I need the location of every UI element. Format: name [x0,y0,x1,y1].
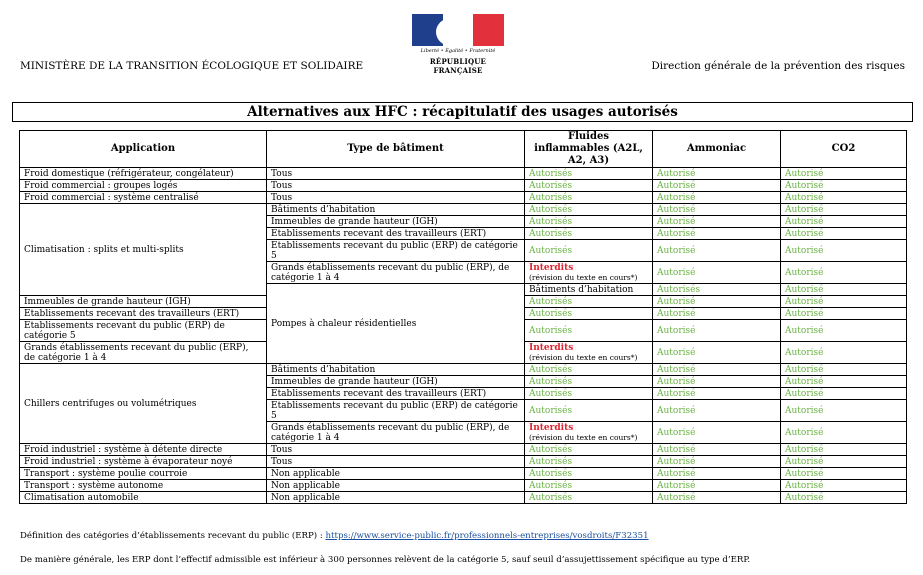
table-row [20,168,907,180]
cell-batiment: Etablissements recevant des travailleurs (ERT) [20,308,267,320]
cell-co2: Autorisé [781,308,907,320]
cell-application: Froid domestique (réfrigérateur, congélateur) [20,168,267,180]
cell-batiment: Bâtiments d’habitation [267,364,525,376]
cell-fluides [525,422,653,444]
cell-fluides: Autorisés [525,492,653,504]
table-row [20,204,907,216]
cell-co2: Autorisé [781,262,907,284]
cell-ammoniac: Autorisé [653,240,781,262]
cell-batiment: Immeubles de grande hauteur (IGH) [20,296,267,308]
cell-batiment: Grands établissements recevant du public (ERP), de catégorie 1 à 4 [267,422,525,444]
cell-application: Froid commercial : groupes logés [20,180,267,192]
cell-batiment: Etablissements recevant du public (ERP) de catégorie 5 [267,240,525,262]
cell-ammoniac: Autorisé [653,444,781,456]
cell-ammoniac: Autorisé [653,480,781,492]
cell-application: Froid industriel : système à détente directe [20,444,267,456]
cell-ammoniac: Autorisé [653,364,781,376]
cell-fluides: Autorisés [525,388,653,400]
cell-batiment: Etablissements recevant des travailleurs (ERT) [267,388,525,400]
cell-co2: Autorisé [781,376,907,388]
cell-batiment: Etablissements recevant des travailleurs (ERT) [267,228,525,240]
cell-application: Climatisation automobile [20,492,267,504]
cell-batiment: Bâtiments d’habitation [525,284,653,296]
republique-francaise-logo [410,14,506,75]
page-title: Alternatives aux HFC : récapitulatif des usages autorisés [12,102,913,122]
cell-fluides: Autorisés [525,240,653,262]
cell-ammoniac: Autorisé [653,228,781,240]
erp-note: De manière générale, les ERP dont l’effectif admissible est inférieur à 300 personnes relèvent de la catégorie 5, sauf seuil d’assujettissement spécifique au type d’ERP. [20,555,751,565]
table-row [20,180,907,192]
cell-fluides: Autorisés [525,204,653,216]
revision-note: (révision du texte en cours*) [529,272,638,282]
header-co2: CO2 [781,131,907,168]
table-row [20,492,907,504]
cell-ammoniac: Autorisé [653,456,781,468]
cell-co2: Autorisé [781,180,907,192]
cell-batiment: Tous [267,180,525,192]
cell-co2: Autorisé [781,364,907,376]
interdits-label: Interdits [529,342,574,353]
direction-name: Direction générale de la prévention des risques [651,60,905,72]
cell-fluides: Autorisés [525,456,653,468]
cell-application: Chillers centrifuges ou volumétriques [20,364,267,444]
revision-note: (révision du texte en cours*) [529,432,638,442]
erp-definition [20,531,649,541]
cell-fluides: Autorisés [653,284,781,296]
cell-co2: Autorisé [781,400,907,422]
cell-co2: Autorisé [781,320,907,342]
cell-fluides: Autorisés [525,320,653,342]
cell-co2: Autorisé [781,240,907,262]
cell-ammoniac: Autorisé [653,296,781,308]
marianne-flag-icon [412,14,504,46]
cell-batiment: Non applicable [267,480,525,492]
cell-co2: Autorisé [781,388,907,400]
cell-fluides: Autorisés [525,308,653,320]
cell-fluides [525,262,653,284]
cell-ammoniac: Autorisé [653,168,781,180]
cell-batiment: Non applicable [267,492,525,504]
cell-fluides: Autorisés [525,376,653,388]
header-application: Application [20,131,267,168]
cell-ammoniac: Autorisé [653,216,781,228]
cell-batiment: Grands établissements recevant du public (ERP), de catégorie 1 à 4 [267,262,525,284]
cell-fluides: Autorisés [525,180,653,192]
cell-application: Pompes à chaleur résidentielles [267,284,525,364]
ministry-name: MINISTÈRE DE LA TRANSITION ÉCOLOGIQUE ET SOLIDAIRE [20,60,364,72]
cell-batiment: Tous [267,444,525,456]
table-row [20,192,907,204]
cell-ammoniac: Autorisé [653,400,781,422]
cell-application: Froid industriel : système à évaporateur noyé [20,456,267,468]
cell-fluides: Autorisés [525,228,653,240]
cell-co2: Autorisé [781,192,907,204]
cell-fluides: Autorisés [525,480,653,492]
table-row [20,480,907,492]
cell-co2: Autorisé [781,422,907,444]
cell-fluides: Autorisés [525,400,653,422]
cell-ammoniac: Autorisé [653,388,781,400]
table-row [20,468,907,480]
logo-name: RÉPUBLIQUE FRANÇAISE [429,57,487,75]
cell-ammoniac: Autorisé [653,492,781,504]
cell-batiment: Tous [267,168,525,180]
cell-co2: Autorisé [781,228,907,240]
interdits-label: Interdits [529,262,574,273]
header-ammoniac: Ammoniac [653,131,781,168]
cell-co2: Autorisé [781,444,907,456]
cell-ammoniac: Autorisé [653,376,781,388]
header-batiment: Type de bâtiment [267,131,525,168]
cell-batiment: Etablissements recevant du public (ERP) de catégorie 5 [267,400,525,422]
cell-batiment: Non applicable [267,468,525,480]
cell-ammoniac: Autorisé [653,468,781,480]
cell-fluides: Autorisés [525,296,653,308]
cell-ammoniac: Autorisé [653,180,781,192]
cell-co2: Autorisé [781,342,907,364]
table-row [20,444,907,456]
table-row [20,456,907,468]
cell-batiment: Immeubles de grande hauteur (IGH) [267,376,525,388]
cell-batiment: Bâtiments d’habitation [267,204,525,216]
cell-co2: Autorisé [781,480,907,492]
cell-co2: Autorisé [781,456,907,468]
cell-fluides: Autorisés [525,364,653,376]
cell-ammoniac: Autorisé [781,284,907,296]
cell-co2: Autorisé [781,216,907,228]
table-header-row [20,131,907,168]
cell-batiment: Tous [267,192,525,204]
table-row [20,364,907,376]
cell-batiment: Grands établissements recevant du public (ERP), de catégorie 1 à 4 [20,342,267,364]
cell-ammoniac: Autorisé [653,204,781,216]
cell-batiment: Etablissements recevant du public (ERP) de catégorie 5 [20,320,267,342]
cell-co2: Autorisé [781,492,907,504]
cell-co2: Autorisé [781,204,907,216]
cell-batiment: Immeubles de grande hauteur (IGH) [267,216,525,228]
service-public-link[interactable]: https://www.service-public.fr/professionnels-entreprises/vosdroits/F32351 [325,531,649,541]
revision-note: (révision du texte en cours*) [529,352,638,362]
cell-application: Transport : système poulie courroie [20,468,267,480]
cell-co2: Autorisé [781,296,907,308]
cell-fluides: Autorisés [525,468,653,480]
cell-ammoniac: Autorisé [653,320,781,342]
cell-fluides [525,342,653,364]
cell-application: Climatisation : splits et multi-splits [20,204,267,296]
cell-ammoniac: Autorisé [653,262,781,284]
usage-table [19,130,907,504]
cell-ammoniac: Autorisé [653,342,781,364]
cell-batiment: Tous [267,456,525,468]
cell-co2: Autorisé [781,168,907,180]
interdits-label: Interdits [529,422,574,433]
cell-fluides: Autorisés [525,444,653,456]
cell-ammoniac: Autorisé [653,308,781,320]
logo-motto: Liberté • Égalité • Fraternité [420,48,496,54]
definition-label: Définition des catégories d’établissements recevant du public (ERP) : [20,531,323,541]
cell-application: Transport : système autonome [20,480,267,492]
cell-fluides: Autorisés [525,192,653,204]
cell-ammoniac: Autorisé [653,192,781,204]
cell-co2: Autorisé [781,468,907,480]
cell-ammoniac: Autorisé [653,422,781,444]
cell-fluides: Autorisés [525,168,653,180]
cell-fluides: Autorisés [525,216,653,228]
header-fluides: Fluides inflammables (A2L, A2, A3) [525,131,653,168]
cell-application: Froid commercial : système centralisé [20,192,267,204]
